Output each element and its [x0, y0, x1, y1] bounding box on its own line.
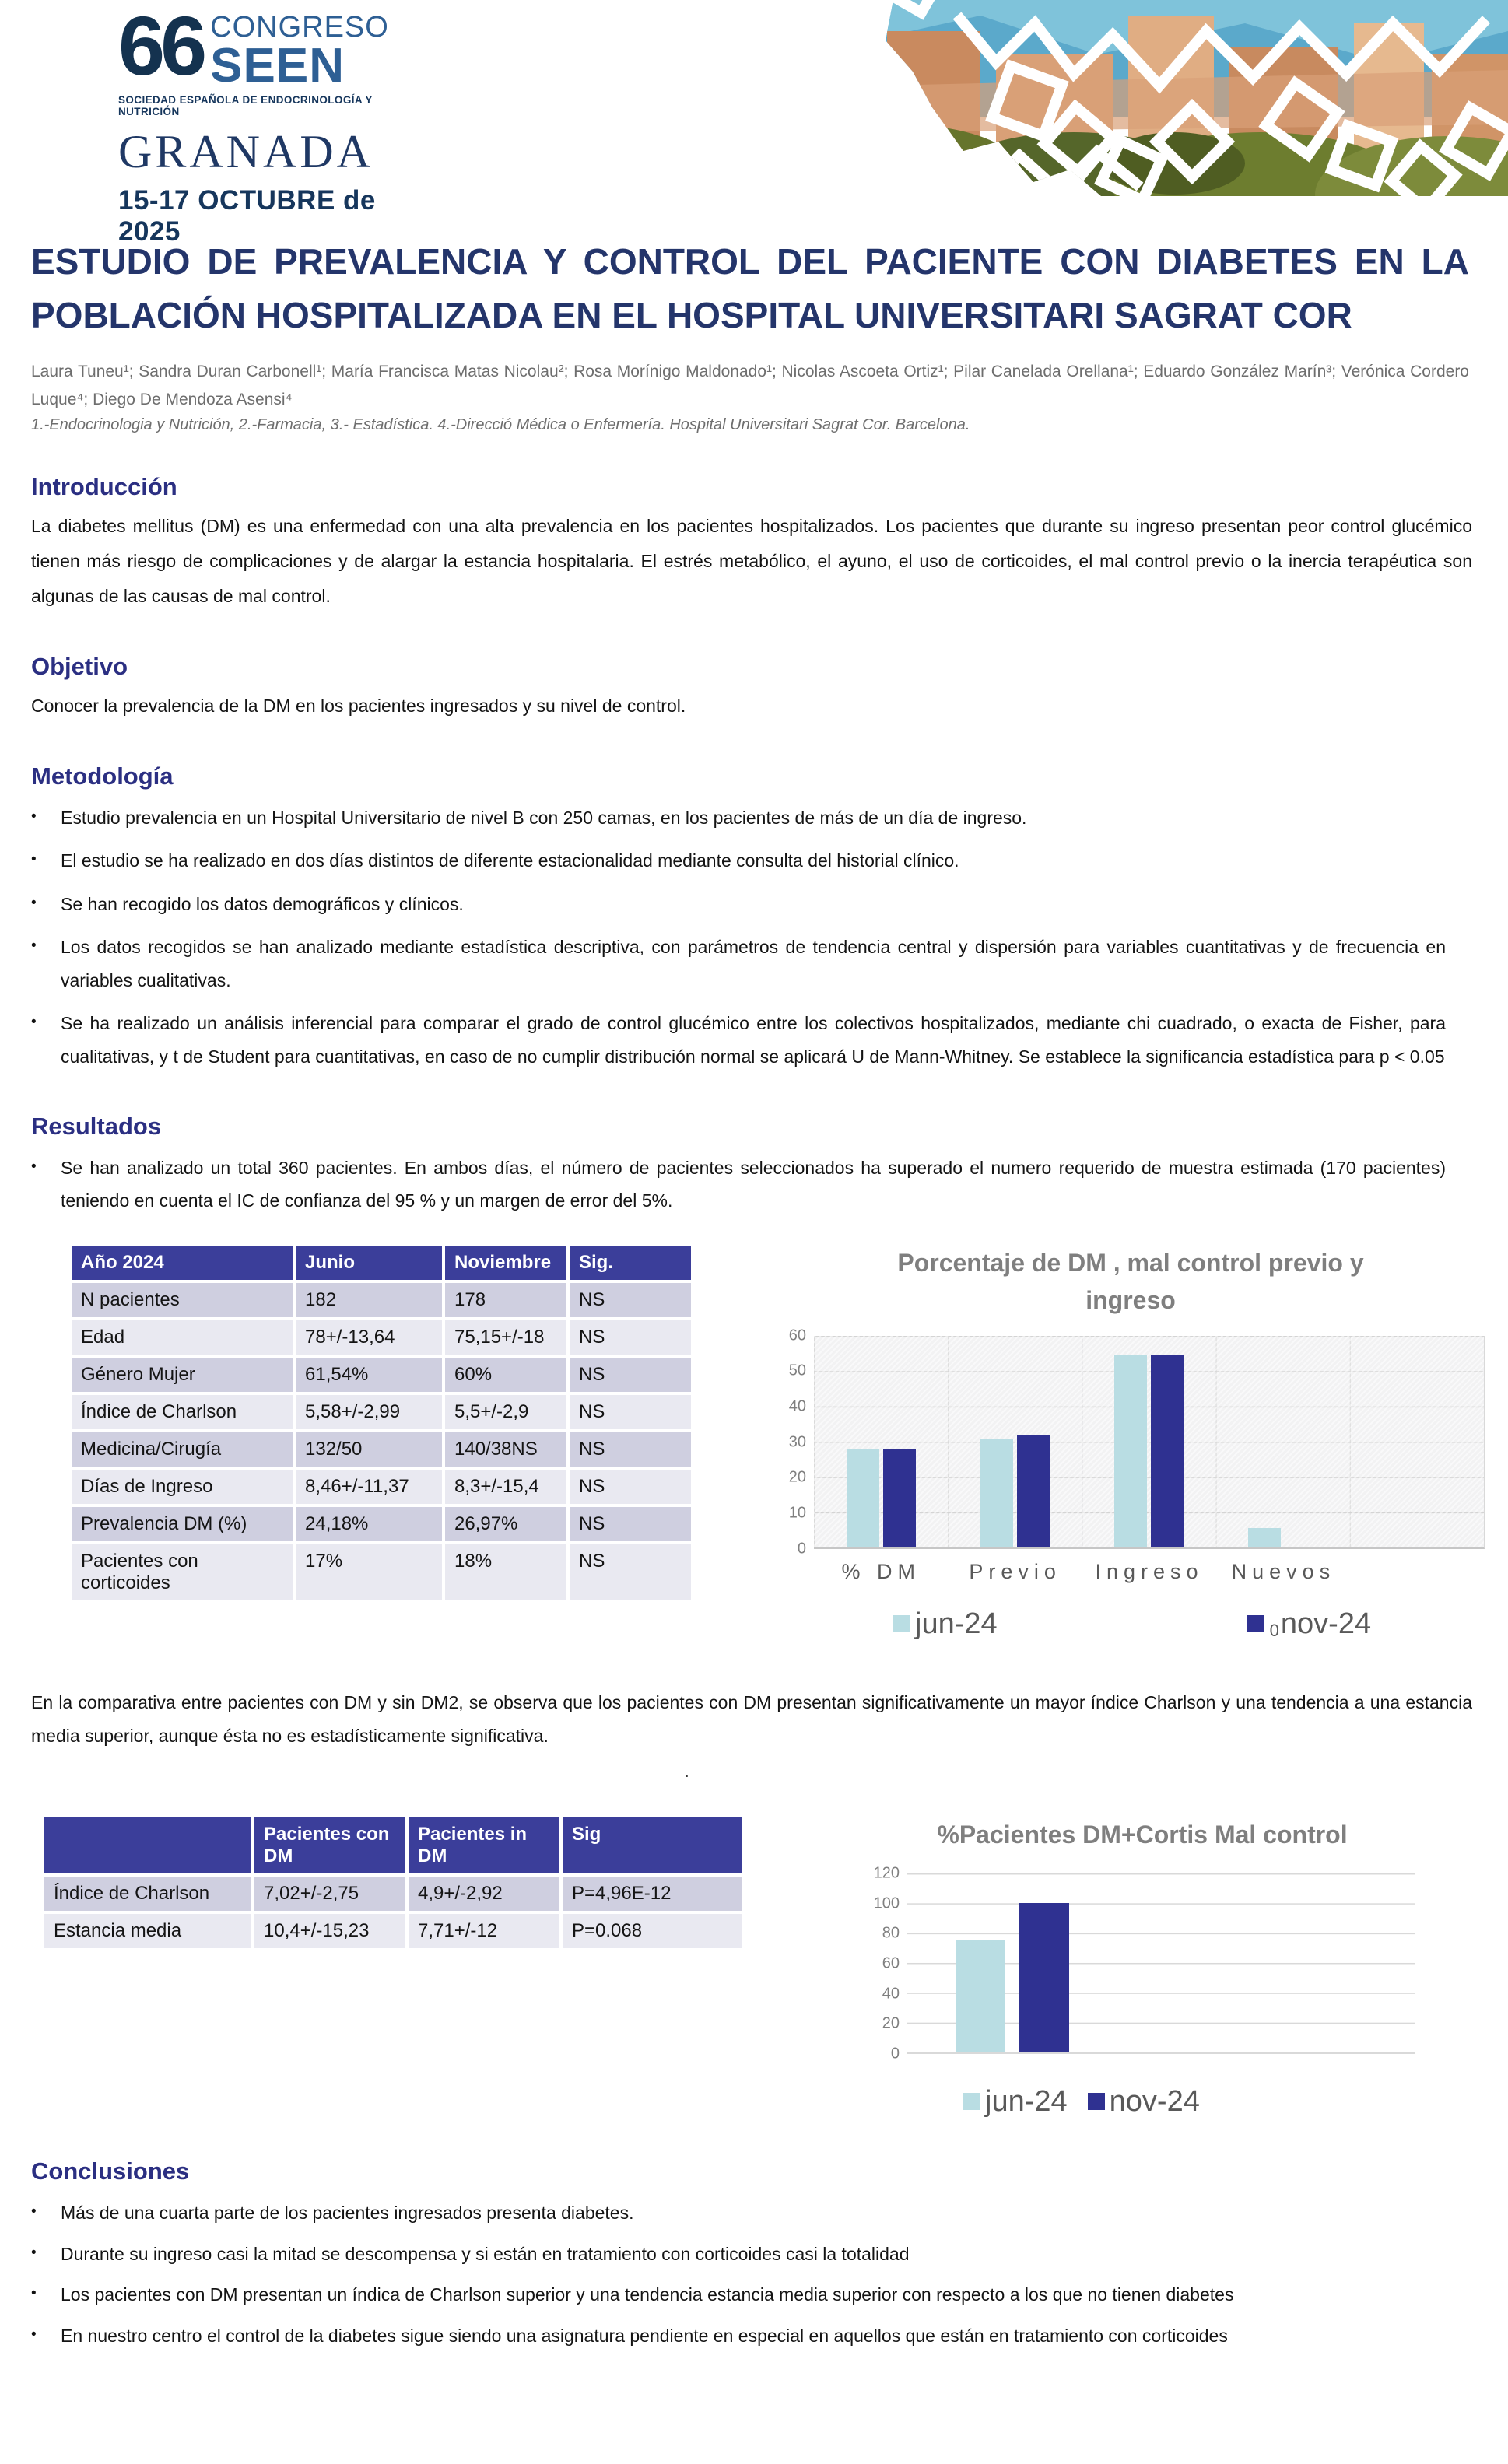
- chart2-title: %Pacientes DM+Cortis Mal control: [937, 1821, 1348, 1849]
- logo-seen-text: SEEN: [210, 38, 345, 93]
- cell-value: P=0.068: [561, 1912, 743, 1950]
- bar-group: [1350, 1336, 1484, 1547]
- bullet-item: • Más de una cuarta parte de los pacientes ingresados presenta diabetes.: [61, 2196, 1446, 2230]
- y-axis-label: 30: [788, 1433, 806, 1451]
- x-axis-label: Previo: [969, 1559, 1061, 1583]
- chart1-x-labels: [814, 1560, 1485, 1584]
- poster-header: [0, 0, 1508, 247]
- legend-swatch-icon: [893, 1615, 910, 1632]
- seen-congress-logo: [118, 0, 430, 247]
- table-row: [70, 1319, 693, 1356]
- cell-value: 17%: [294, 1543, 444, 1602]
- cell-value: NS: [568, 1319, 693, 1356]
- resultados-bullet-list: [0, 1151, 1477, 1218]
- bullet-item: • Durante su ingreso casi la mitad se descompensa y si están en tratamiento con corticoides casi la totalidad: [61, 2238, 1446, 2271]
- row-label: Medicina/Cirugía: [70, 1431, 294, 1468]
- section-heading-introduccion: Introducción: [31, 473, 177, 501]
- cell-value: 75,15+/-18: [444, 1319, 568, 1356]
- cell-value: 60%: [444, 1356, 568, 1393]
- cell-value: NS: [568, 1393, 693, 1431]
- cell-value: 24,18%: [294, 1505, 444, 1543]
- chart2-body: [870, 1864, 1415, 2063]
- results-row-2: [43, 1816, 1415, 2119]
- row-label: Género Mujer: [70, 1356, 294, 1393]
- cell-value: NS: [568, 1431, 693, 1468]
- column-header: Junio: [294, 1244, 444, 1281]
- cell-value: 182: [294, 1281, 444, 1319]
- cell-value: 140/38NS: [444, 1431, 568, 1468]
- y-axis-label: 120: [873, 1864, 900, 1882]
- bullet-item: • Se han analizado un total 360 pacientes. En ambos días, el número de pacientes seleccionados ha superado el numero requerido de muestra estimada (170 pacientes) teniendo en cuenta el IC de confianza del 95 % y un margen de error del 5%.: [61, 1151, 1446, 1218]
- row-label: Pacientes con corticoides: [70, 1543, 294, 1602]
- cell-value: 7,02+/-2,75: [253, 1875, 407, 1912]
- row-label: N pacientes: [70, 1281, 294, 1319]
- cell-value: 4,9+/-2,92: [407, 1875, 561, 1912]
- comparison-text: En la comparativa entre pacientes con DM y sin DM2, se observa que los pacientes con DM presentan significativamente un mayor índice Charlson y una tendencia a una estancia media superior, aunque ésta no es estadísticamente significativa.: [31, 1691, 1472, 1747]
- section-heading-metodologia: Metodología: [31, 762, 174, 790]
- y-axis-label: 10: [788, 1504, 806, 1522]
- metodologia-bullet-list: [0, 801, 1477, 1074]
- logo-top-row: [118, 0, 430, 93]
- bar-group: [1082, 1336, 1215, 1547]
- x-axis-label: % DM: [841, 1559, 921, 1583]
- table-row: [70, 1543, 693, 1602]
- logo-wordmark: [210, 8, 389, 93]
- cell-value: 61,54%: [294, 1356, 444, 1393]
- cell-value: 8,3+/-15,4: [444, 1468, 568, 1505]
- cell-value: NS: [568, 1356, 693, 1393]
- x-axis-label: Nuevos: [1231, 1559, 1336, 1583]
- table-row: [70, 1505, 693, 1543]
- bar-jun-24: [980, 1439, 1013, 1547]
- table-row: [70, 1281, 693, 1319]
- section-heading-conclusiones: Conclusiones: [31, 2157, 190, 2185]
- legend-swatch-icon: [1247, 1615, 1264, 1632]
- table-header-row: [70, 1244, 693, 1281]
- cell-value: 8,46+/-11,37: [294, 1468, 444, 1505]
- section-heading-resultados: Resultados: [31, 1112, 162, 1140]
- collage-illustration: [840, 0, 1508, 196]
- cell-value: 10,4+/-15,23: [253, 1912, 407, 1950]
- table-header-row: [43, 1816, 743, 1875]
- bar-nov-24: [883, 1449, 916, 1547]
- row-label: Días de Ingreso: [70, 1468, 294, 1505]
- column-header: [43, 1816, 253, 1875]
- x-axis-label: Ingreso: [1095, 1559, 1204, 1583]
- y-axis-label: 50: [788, 1362, 806, 1379]
- legend-item: [1088, 2085, 1200, 2119]
- y-axis-label: 20: [882, 2014, 900, 2032]
- cell-value: P=4,96E-12: [561, 1875, 743, 1912]
- cell-value: NS: [568, 1468, 693, 1505]
- bullet-item: • En nuestro centro el control de la diabetes sigue siendo una asignatura pendiente en especial en aquellos que están en tratamiento con corticoides: [61, 2319, 1446, 2353]
- results-table-year-2024: [70, 1244, 693, 1602]
- bar-nov-24: [1151, 1355, 1184, 1547]
- section-heading-objetivo: Objetivo: [31, 652, 128, 680]
- table-row: [70, 1393, 693, 1431]
- bar-group: [907, 1873, 1415, 2052]
- objetivo-text: Conocer la prevalencia de la DM en los pacientes ingresados y su nivel de control.: [31, 695, 686, 716]
- y-axis-label: 20: [788, 1468, 806, 1486]
- bar-group: [814, 1336, 948, 1547]
- legend-label: jun-24: [985, 2085, 1068, 2119]
- chart-dm-percentage: [777, 1244, 1485, 1641]
- logo-society-text: SOCIEDAD ESPAÑOLA DE ENDOCRINOLOGÍA Y NUTRICIÓN: [118, 93, 373, 117]
- legend-item: [893, 1607, 998, 1641]
- bar-jun-24: [1248, 1528, 1281, 1547]
- cell-value: 5,58+/-2,99: [294, 1393, 444, 1431]
- column-header: Sig: [561, 1816, 743, 1875]
- cell-value: 78+/-13,64: [294, 1319, 444, 1356]
- row-label: Estancia media: [43, 1912, 253, 1950]
- poster-title: ESTUDIO DE PREVALENCIA Y CONTROL DEL PACIENTE CON DIABETES EN LA POBLACIÓN HOSPITALIZADA EN EL HOSPITAL UNIVERSITARI SAGRAT COR: [31, 241, 1469, 335]
- y-axis-label: 40: [788, 1397, 806, 1415]
- cell-value: NS: [568, 1543, 693, 1602]
- chart2-plot-area: [907, 1873, 1415, 2054]
- column-header: Pacientes in DM: [407, 1816, 561, 1875]
- cell-value: 5,5+/-2,9: [444, 1393, 568, 1431]
- legend-item: [963, 2085, 1068, 2119]
- x-axis-label: [1351, 1560, 1485, 1584]
- logo-congreso-text: CONGRESO: [210, 11, 389, 44]
- chart1-plot-area: [814, 1336, 1485, 1549]
- chart-dm-cortis-control: [870, 1816, 1415, 2119]
- column-header: Año 2024: [70, 1244, 294, 1281]
- table-row: [70, 1431, 693, 1468]
- row-label: Prevalencia DM (%): [70, 1505, 294, 1543]
- table-row: [70, 1356, 693, 1393]
- authors-line: Laura Tuneu¹; Sandra Duran Carbonell¹; María Francisca Matas Nicolau²; Rosa Morínigo Maldonado¹; Nicolas Ascoeta Ortiz¹; Pilar Canelada Orellana¹; Eduardo González Marín³; Verónica Cordero Luque⁴; Diego De Mendoza Asensi⁴: [31, 363, 1469, 408]
- legend-label: nov-24: [1109, 2085, 1200, 2119]
- bar-nov-24: [1019, 1903, 1069, 2052]
- column-header: Pacientes con DM: [253, 1816, 407, 1875]
- table-row: [70, 1468, 693, 1505]
- row-label: Edad: [70, 1319, 294, 1356]
- legend-label: nov-24: [1280, 1607, 1372, 1640]
- column-header: Noviembre: [444, 1244, 568, 1281]
- bullet-item: • Los pacientes con DM presentan un índica de Charlson superior y una tendencia estancia media superior con respecto a los que no tienen diabetes: [61, 2278, 1446, 2312]
- legend-swatch-icon: [1088, 2093, 1105, 2110]
- bullet-item: • El estudio se ha realizado en dos días distintos de diferente estacionalidad mediante consulta del historial clínico.: [61, 844, 1446, 878]
- cell-value: 18%: [444, 1543, 568, 1602]
- bullet-item: • Se ha realizado un análisis inferencial para comparar el grado de control glucémico entre los colectivos hospitalizados, mediante chi cuadrado, o exacta de Fisher, para cualitativas, y t de Student para cuantitativas, en caso de no cumplir distribución normal se aplicará U de Mann-Whitney. Se establece la significancia estadística para p < 0.05: [61, 1007, 1446, 1073]
- column-header: Sig.: [568, 1244, 693, 1281]
- y-axis-label: 60: [882, 1954, 900, 1972]
- logo-dates-text: 15-17 OCTUBRE de 2025: [118, 184, 376, 247]
- chart1-y-axis: [777, 1327, 814, 1558]
- stray-period: .: [685, 1764, 689, 1782]
- cell-value: NS: [568, 1281, 693, 1319]
- results-row-1: [70, 1244, 1485, 1641]
- legend-stray-zero: 0: [1269, 1620, 1279, 1640]
- y-axis-label: 40: [882, 1985, 900, 2003]
- bullet-item: • Los datos recogidos se han analizado mediante estadística descriptiva, con parámetros de tendencia central y dispersión para variables cuantitativas y de frecuencia en variables cualitativas.: [61, 931, 1446, 997]
- bar-group: [948, 1336, 1082, 1547]
- bar-jun-24: [847, 1449, 879, 1547]
- row-label: Índice de Charlson: [43, 1875, 253, 1912]
- bullet-item: • Se han recogido los datos demográficos y clínicos.: [61, 888, 1446, 921]
- y-axis-label: 0: [797, 1540, 806, 1558]
- logo-number: 66: [118, 0, 203, 93]
- bar-group: [1216, 1336, 1350, 1547]
- chart2-legend: [963, 2085, 1415, 2119]
- cell-value: 7,71+/-12: [407, 1912, 561, 1950]
- results-table-dm-comparison: [43, 1816, 743, 1950]
- chart1-title: Porcentaje de DM , mal control previo y ingreso: [897, 1248, 1364, 1314]
- bar-jun-24: [956, 1940, 1005, 2052]
- affiliations-line: 1.-Endocrinologia y Nutrición, 2.-Farmacia, 3.- Estadística. 4.-Direcció Médica o Enfermería. Hospital Universitari Sagrat Cor. Barcelona.: [31, 416, 970, 434]
- bar-jun-24: [1114, 1355, 1147, 1547]
- y-axis-label: 100: [873, 1894, 900, 1912]
- cell-value: 178: [444, 1281, 568, 1319]
- legend-item: [1247, 1607, 1371, 1641]
- legend-swatch-icon: [963, 2093, 980, 2110]
- bullet-item: • Estudio prevalencia en un Hospital Universitario de nivel B con 250 camas, en los pacientes de más de un día de ingreso.: [61, 801, 1446, 835]
- bar-nov-24: [1017, 1435, 1050, 1547]
- table-row: [43, 1875, 743, 1912]
- granada-collage-image: [840, 0, 1508, 196]
- legend-label: jun-24: [915, 1607, 998, 1640]
- row-label: Índice de Charlson: [70, 1393, 294, 1431]
- chart1-body: [777, 1327, 1485, 1558]
- conclusiones-bullet-list: [0, 2196, 1477, 2352]
- conclusions-section: [0, 2157, 1508, 2352]
- cell-value: 132/50: [294, 1431, 444, 1468]
- introduccion-text: La diabetes mellitus (DM) es una enfermedad con una alta prevalencia en los pacientes hospitalizados. Los pacientes que durante su ingreso presentan peor control glucémico tienen más riesgo de complicaciones y de alargar la estancia hospitalaria. El estrés metabólico, el ayuno, el uso de corticoides, el mal control previo o la inercia terapéutica son algunas de las causas de mal control.: [31, 516, 1472, 607]
- chart1-legend: [893, 1607, 1485, 1641]
- logo-city-text: GRANADA: [118, 125, 373, 177]
- table-row: [43, 1912, 743, 1950]
- y-axis-label: 80: [882, 1924, 900, 1942]
- chart2-y-axis: [870, 1864, 907, 2063]
- cell-value: 26,97%: [444, 1505, 568, 1543]
- y-axis-label: 0: [890, 2045, 900, 2063]
- cell-value: NS: [568, 1505, 693, 1543]
- y-axis-label: 60: [788, 1327, 806, 1344]
